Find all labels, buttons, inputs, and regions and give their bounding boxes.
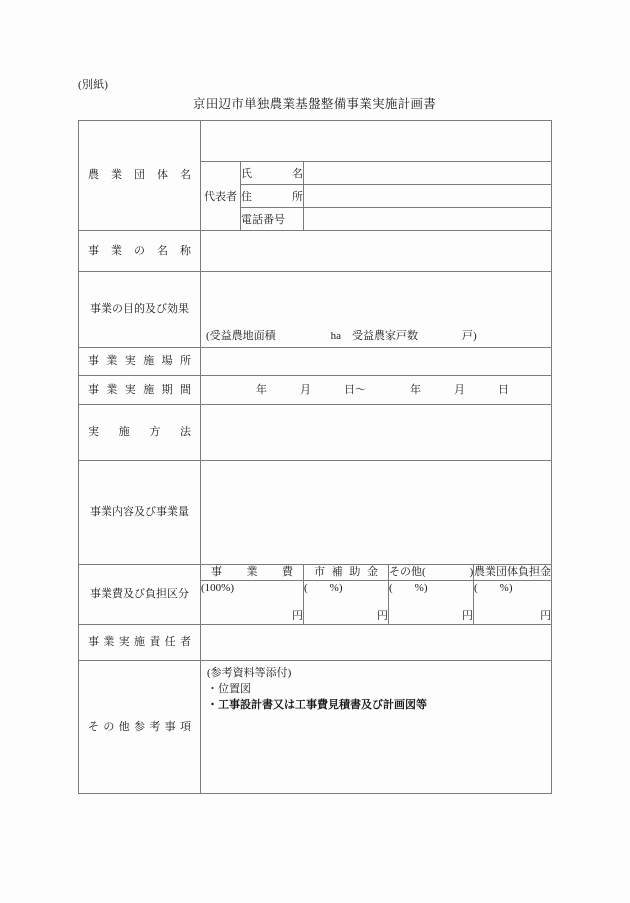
cost-value-project-cost[interactable]: (100%) 円 bbox=[201, 581, 304, 625]
value-rep-name[interactable] bbox=[304, 162, 552, 185]
label-responsible-person: 事 業 実 施 責 任 者 bbox=[79, 625, 201, 661]
value-rep-address[interactable] bbox=[304, 185, 552, 208]
table-row-location bbox=[79, 348, 552, 376]
notes-item-design-documents: ・工事設計書又は工事費見積書及び計画図等 bbox=[207, 699, 427, 711]
notes-heading: (参考資料等添付) bbox=[207, 667, 292, 679]
period-template-text: 年 月 日〜 年 月 日 bbox=[256, 383, 509, 396]
cost-value-other[interactable]: ( %) 円 bbox=[389, 581, 474, 625]
label-other-notes: そ の 他 参 考 事 項 bbox=[79, 661, 201, 794]
value-period[interactable] bbox=[201, 376, 552, 405]
table-row-purpose bbox=[79, 272, 552, 348]
table-row-method bbox=[79, 405, 552, 461]
value-project-name[interactable] bbox=[201, 231, 552, 272]
table-row-responsible-person bbox=[79, 625, 552, 661]
label-project-name: 事 業 の 名 称 bbox=[79, 231, 201, 272]
label-representative: 代表者 bbox=[201, 162, 241, 231]
implementation-plan-table bbox=[78, 120, 552, 794]
value-location[interactable] bbox=[201, 348, 552, 376]
label-cost-division: 事業費及び負担区分 bbox=[79, 565, 201, 625]
table-row-content-volume bbox=[79, 461, 552, 565]
value-purpose-effect[interactable] bbox=[201, 272, 552, 348]
label-rep-name: 氏 名 bbox=[241, 162, 304, 185]
cost-header-other: その他( ) bbox=[389, 565, 474, 581]
document-title: 京田辺市単独農業基盤整備事業実施計画書 bbox=[192, 97, 437, 111]
cost-header-city-subsidy: 市 補 助 金 bbox=[304, 565, 389, 581]
table-row-other-notes bbox=[79, 661, 552, 794]
label-rep-phone: 電話番号 bbox=[241, 208, 304, 231]
cost-header-org-burden: 農業団体負担金 bbox=[474, 565, 552, 581]
value-organization-name[interactable] bbox=[201, 121, 552, 162]
label-content-volume: 事業内容及び事業量 bbox=[79, 461, 201, 565]
value-other-notes[interactable] bbox=[201, 661, 552, 794]
value-content-volume[interactable] bbox=[201, 461, 552, 565]
label-location: 事 業 実 施 場 所 bbox=[79, 348, 201, 376]
cost-value-org-burden[interactable]: ( %) 円 bbox=[474, 581, 552, 625]
label-method: 実 施 方 法 bbox=[79, 405, 201, 461]
label-period: 事 業 実 施 期 間 bbox=[79, 376, 201, 405]
value-rep-phone[interactable] bbox=[304, 208, 552, 231]
value-method[interactable] bbox=[201, 405, 552, 461]
cost-value-city-subsidy[interactable]: ( %) 円 bbox=[304, 581, 389, 625]
attachment-label: (別紙) bbox=[78, 79, 109, 91]
cost-header-project-cost: 事 業 費 bbox=[201, 565, 304, 581]
notes-item-location-map: ・位置図 bbox=[207, 683, 251, 695]
value-responsible-person[interactable] bbox=[201, 625, 552, 661]
table-row-organization bbox=[79, 121, 552, 162]
reference-materials-block bbox=[201, 661, 551, 717]
label-organization-name: 農 業 団 体 名 bbox=[79, 121, 201, 231]
table-row-period bbox=[79, 376, 552, 405]
label-purpose-effect: 事業の目的及び効果 bbox=[79, 272, 201, 348]
table-row-cost-header bbox=[79, 565, 552, 581]
label-rep-address: 住 所 bbox=[241, 185, 304, 208]
benefit-area-line: (受益農地面積 ha 受益農家戸数 戸) bbox=[206, 330, 477, 342]
table-row-project-name bbox=[79, 231, 552, 272]
